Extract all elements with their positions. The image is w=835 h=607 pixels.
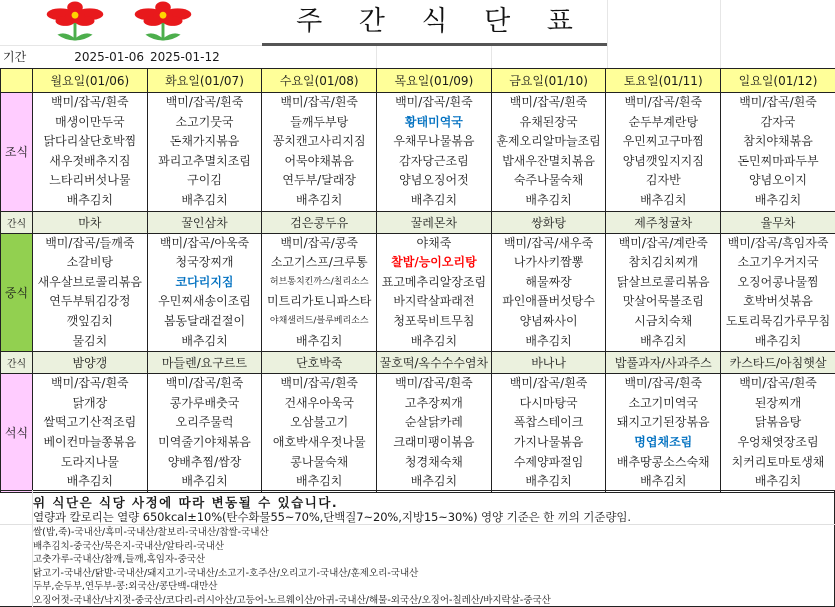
notice-text: 위 식단은 식당 사정에 따라 변동될 수 있습니다.: [33, 495, 339, 510]
dinner-cell: [721, 374, 835, 493]
snack-label: 간식: [1, 211, 33, 233]
breakfast-cell: [491, 93, 606, 212]
menu-item: 훈제오리알마늘조림: [496, 134, 601, 149]
lunch-cell: [721, 233, 835, 352]
menu-item: 느타리버섯나물: [49, 173, 131, 188]
menu-item: 소고기미역국: [628, 395, 699, 410]
menu-item: 백미/잡곡/흰죽: [395, 95, 473, 109]
menu-item: 건새우아욱국: [284, 395, 354, 410]
menu-item: 된장찌개: [754, 395, 802, 410]
menu-item: 청국장찌개: [175, 255, 234, 270]
menu-item: 베이컨마늘쫑볶음: [43, 434, 137, 449]
menu-item: 닭볶음탕: [754, 415, 802, 430]
menu-item: 구이김: [187, 173, 222, 188]
menu-item: 오징어콩나물찜: [737, 274, 819, 289]
menu-item: 백미/잡곡/계란죽: [618, 235, 708, 250]
menu-item: 배추김치: [640, 474, 687, 489]
menu-item: 소고기스프/크루통: [270, 255, 368, 270]
breakfast-cell: [377, 93, 492, 212]
menu-item: 감자당근조림: [399, 153, 469, 168]
menu-item: 배추김치: [66, 474, 114, 489]
menu-item: 닭개장: [72, 395, 108, 410]
menu-item: 양념오이지: [749, 173, 807, 188]
menu-item: 맛살어묵볼조림: [622, 294, 704, 309]
menu-item: 배추김치: [296, 474, 343, 489]
dinner-cell: [606, 374, 721, 493]
menu-item: 가지나물볶음: [513, 434, 584, 449]
breakfast-cell: [147, 93, 262, 212]
menu-item: 유채된장국: [519, 114, 578, 129]
menu-item: 치커리토마토생채: [731, 454, 825, 469]
menu-item: 배추김치: [296, 192, 343, 207]
breakfast-cell: [33, 93, 148, 212]
menu-item: 바지락살파래전: [393, 294, 475, 309]
menu-item: 돈민찌마파두부: [737, 153, 819, 168]
menu-item: 배추김치: [640, 192, 687, 207]
menu-item: 우민찌고구마찜: [622, 134, 704, 149]
menu-item: 미역줄기야채볶음: [158, 434, 251, 449]
menu-item: 소갈비탕: [66, 255, 114, 270]
lunch-cell: [262, 233, 377, 352]
menu-item: 애호박새우젓나물: [272, 434, 366, 449]
nutrition-text: 열량과 칼로리는 열량 650kcal±10%(탄수화물55~70%,단백질7~20%,지방15~30%) 영양 기준은 한 끼의 기준량임.: [33, 510, 631, 524]
day-header: 화요일(01/07): [147, 69, 262, 93]
menu-item: 닭살브로콜리볶음: [616, 274, 710, 289]
breakfast-cell: [262, 93, 377, 212]
snack-cell: 밥풀과자/사과주스: [606, 352, 721, 374]
snack-cell: 꿀레몬차: [377, 211, 492, 233]
title-area: [0, 0, 835, 45]
lunch-row: [1, 233, 835, 352]
lunch-label: 중식: [1, 233, 33, 352]
menu-item: 순두부계란탕: [628, 114, 699, 129]
menu-item: 들깨두부탕: [290, 114, 349, 129]
menu-item: 백미/잡곡/흰죽: [280, 95, 359, 109]
menu-item: 백미/잡곡/흰죽: [51, 95, 129, 109]
menu-item: 백미/잡곡/흰죽: [165, 95, 244, 109]
snack-cell: 쌍화탕: [491, 211, 606, 233]
page-title: 주 간 식 단 표: [296, 6, 587, 37]
menu-item: 오삼불고기: [290, 415, 349, 430]
menu-item: 우채무나물볶음: [393, 134, 475, 149]
snack-row: [1, 352, 835, 374]
lunch-cell: [491, 233, 606, 352]
menu-item: 순살닭카레: [404, 415, 463, 430]
menu-item: 배추김치: [640, 333, 687, 348]
menu-item: 깻잎김치: [66, 313, 114, 328]
day-header: 일요일(01/12): [721, 69, 835, 93]
divider: [0, 524, 835, 525]
menu-item: 백미/잡곡/아욱죽: [159, 235, 250, 250]
menu-item: 새우젓배추지짐: [49, 153, 131, 168]
menu-item: 오리주물럭: [175, 415, 234, 430]
menu-item: 콩가루배춧국: [169, 395, 240, 410]
menu-item: 배추김치: [754, 474, 802, 489]
menu-item-highlighted: 명엽채조림: [634, 434, 693, 449]
grid-line: [32, 490, 33, 607]
menu-item: 어묵야채볶음: [284, 153, 354, 168]
menu-item: 배추김치: [525, 192, 572, 207]
menu-item: 우민찌새송이조림: [158, 294, 251, 309]
flower-icon: [36, 1, 114, 43]
menu-item: 배추김치: [754, 192, 802, 207]
menu-item: 백미/잡곡/흰죽: [509, 95, 588, 109]
origin-line: 닭고기-국내산/닭발-국내산/돼지고기-국내산/소고기-호주산/오리고기-국내산/훈제오리-국내산: [33, 567, 419, 579]
menu-item: 표고메추리알장조림: [381, 274, 487, 289]
menu-item: 배추김치: [754, 333, 802, 348]
breakfast-cell: [606, 93, 721, 212]
menu-item: 크래미팽이볶음: [393, 434, 475, 449]
snack-cell: 마차: [33, 211, 148, 233]
day-header: 수요일(01/08): [262, 69, 377, 93]
menu-item: 청경채숙채: [404, 454, 463, 469]
menu-item: 배추땅콩소스숙채: [616, 454, 710, 469]
snack-cell: 카스타드/아침햇살: [721, 352, 835, 374]
menu-item: 폭찹스테이크: [513, 415, 584, 430]
dinner-cell: [377, 374, 492, 493]
menu-item: 나가사키짬뽕: [513, 255, 584, 270]
snack-cell: 마들렌/요구르트: [147, 352, 262, 374]
flower-icon: [124, 1, 202, 43]
snack-cell: 꿀인삼차: [147, 211, 262, 233]
menu-item: 배추김치: [410, 474, 458, 489]
breakfast-label: 조식: [1, 93, 33, 212]
origin-line: 배추김치-중국산/묵은지-국내산/알타리-국내산: [33, 540, 225, 552]
menu-item: 도토리묵김가루무침: [725, 313, 831, 328]
menu-item: 야채샐러드/블루베리소스: [269, 315, 369, 326]
menu-item: 파인애플버섯탕수: [502, 294, 595, 309]
day-header: 월요일(01/06): [33, 69, 148, 93]
menu-item: 연두부/달래장: [282, 173, 357, 188]
menu-item: 백미/잡곡/들깨죽: [45, 235, 135, 250]
period-label: 기간: [3, 50, 27, 64]
menu-item: 배추김치: [296, 333, 343, 348]
menu-item: 김자반: [645, 173, 681, 188]
snack-cell: 꿀호떡/옥수수수염차: [377, 352, 492, 374]
menu-item: 연두부튀김강정: [49, 294, 131, 309]
menu-item: 콩나물숙채: [290, 454, 349, 469]
origin-line: 고춧가루-국내산/참깨,들깨,흑임자-중국산: [33, 554, 206, 566]
menu-item: 닭다리살단호박찜: [43, 134, 137, 149]
menu-item: 해물짜장: [525, 274, 572, 289]
menu-item: 소고기우거지국: [737, 255, 819, 270]
menu-item: 배추김치: [181, 333, 228, 348]
menu-item: 양배추찜/쌈장: [167, 454, 242, 469]
snack-label: 간식: [1, 352, 33, 374]
menu-table: [0, 68, 835, 493]
snack-cell: 바나나: [491, 352, 606, 374]
origin-line: 오징어젓-국내산/낙지젓-중국산/코다리-러시아산/고등어-노르웨이산/아귀-국내산/해물-외국산/오징어-칠레산/바지락살-중국산: [33, 594, 551, 606]
menu-item: 다시마탕국: [519, 395, 578, 410]
day-header: 금요일(01/10): [491, 69, 606, 93]
snack-cell: 제주청귤차: [606, 211, 721, 233]
period-start: 2025-01-06: [74, 50, 144, 64]
lunch-cell: [606, 233, 721, 352]
menu-item: 야채죽: [416, 235, 452, 250]
menu-item: 참치김치찌개: [628, 255, 699, 270]
lunch-cell: [147, 233, 262, 352]
menu-item: 백미/잡곡/콩죽: [280, 235, 359, 250]
origin-list: [33, 526, 551, 607]
dinner-cell: [33, 374, 148, 493]
menu-item: 미트리가토니파스타: [267, 294, 372, 309]
header-corner: [1, 69, 33, 93]
dinner-cell: [262, 374, 377, 493]
menu-item: 소고기뭇국: [175, 114, 234, 129]
menu-item: 백미/잡곡/흰죽: [739, 95, 817, 109]
dinner-cell: [491, 374, 606, 493]
menu-item: 청포묵비트무침: [393, 313, 475, 328]
menu-item: 백미/잡곡/흰죽: [509, 376, 588, 391]
menu-item: 우엉채엿장조림: [737, 434, 819, 449]
menu-item: 배추김치: [181, 192, 228, 207]
menu-item: 양념짜사이: [519, 313, 578, 328]
period-row: [0, 46, 835, 68]
snack-cell: 단호박죽: [262, 352, 377, 374]
menu-item: 수제양파절임: [513, 454, 584, 469]
lunch-cell: [377, 233, 492, 352]
dinner-cell: [147, 374, 262, 493]
menu-item: 백미/잡곡/흰죽: [739, 376, 817, 391]
menu-item: 물김치: [72, 333, 108, 348]
period-end: 2025-01-12: [150, 50, 220, 64]
menu-item: 백미/잡곡/흰죽: [51, 376, 129, 391]
menu-item: 백미/잡곡/흰죽: [624, 95, 703, 109]
menu-item: 백미/잡곡/흰죽: [395, 376, 473, 391]
menu-item: 밥새우잔멸치볶음: [502, 153, 595, 168]
menu-item: 배추김치: [410, 192, 458, 207]
menu-item: 매생이만두국: [55, 114, 125, 129]
breakfast-row: [1, 93, 835, 212]
notes-section: [0, 490, 835, 607]
menu-item: 배추김치: [410, 333, 458, 348]
menu-item: 감자국: [760, 114, 796, 129]
day-header: 목요일(01/09): [377, 69, 492, 93]
lunch-cell: [33, 233, 148, 352]
menu-item: 새우살브로콜리볶음: [37, 274, 143, 289]
menu-item: 꽈리고추멸치조림: [158, 153, 251, 168]
day-header-row: [1, 69, 835, 93]
menu-item-highlighted: 코다리지짐: [175, 274, 234, 289]
breakfast-cell: [721, 93, 835, 212]
menu-item: 배추김치: [66, 192, 114, 207]
menu-item: 봄동달래겉절이: [163, 313, 246, 328]
menu-item: 참치야채볶음: [743, 134, 813, 149]
menu-item: 쌀떡고기산적조림: [43, 415, 137, 430]
menu-item: 백미/잡곡/새우죽: [503, 235, 594, 250]
menu-item: 양념깻잎지지짐: [622, 153, 704, 168]
origin-line: 쌀(밥,죽)-국내산/흑미-국내산/찰보리-국내산/찹쌀-국내산: [33, 527, 269, 538]
menu-item: 백미/잡곡/흰죽: [280, 376, 359, 391]
menu-item: 고추장찌개: [404, 395, 463, 410]
dinner-label: 석식: [1, 374, 33, 493]
menu-item: 숙주나물숙채: [513, 173, 584, 188]
menu-item: 시금치숙채: [634, 313, 693, 328]
menu-item: 배추김치: [525, 474, 572, 489]
menu-item: 백미/잡곡/흰죽: [165, 376, 244, 391]
snack-row: [1, 211, 835, 233]
menu-item: 꽁치캔고사리지짐: [272, 134, 366, 149]
menu-item: 백미/잡곡/흑임자죽: [727, 235, 829, 250]
menu-item: 호박버섯볶음: [743, 294, 813, 309]
snack-cell: 밤양갱: [33, 352, 148, 374]
menu-item: 허브통치킨까스/칠리소스: [269, 276, 369, 287]
menu-item-highlighted: 황태미역국: [404, 114, 463, 129]
day-header: 토요일(01/11): [606, 69, 721, 93]
snack-cell: 율무차: [721, 211, 835, 233]
menu-item: 배추김치: [181, 474, 228, 489]
menu-item: 배추김치: [525, 333, 572, 348]
menu-item: 도라지나물: [60, 454, 119, 469]
menu-item: 양념오징어젓: [399, 173, 469, 188]
menu-item-highlighted: 찰밥/능이오리탕: [391, 255, 477, 270]
snack-cell: 검은콩두유: [262, 211, 377, 233]
dinner-row: [1, 374, 835, 493]
menu-item: 돼지고기된장볶음: [616, 415, 710, 430]
menu-item: 백미/잡곡/흰죽: [624, 376, 703, 391]
menu-item: 돈채가지볶음: [169, 134, 240, 149]
origin-line: 두부,순두부,연두부-콩:외국산/콩단백-대만산: [33, 581, 218, 593]
